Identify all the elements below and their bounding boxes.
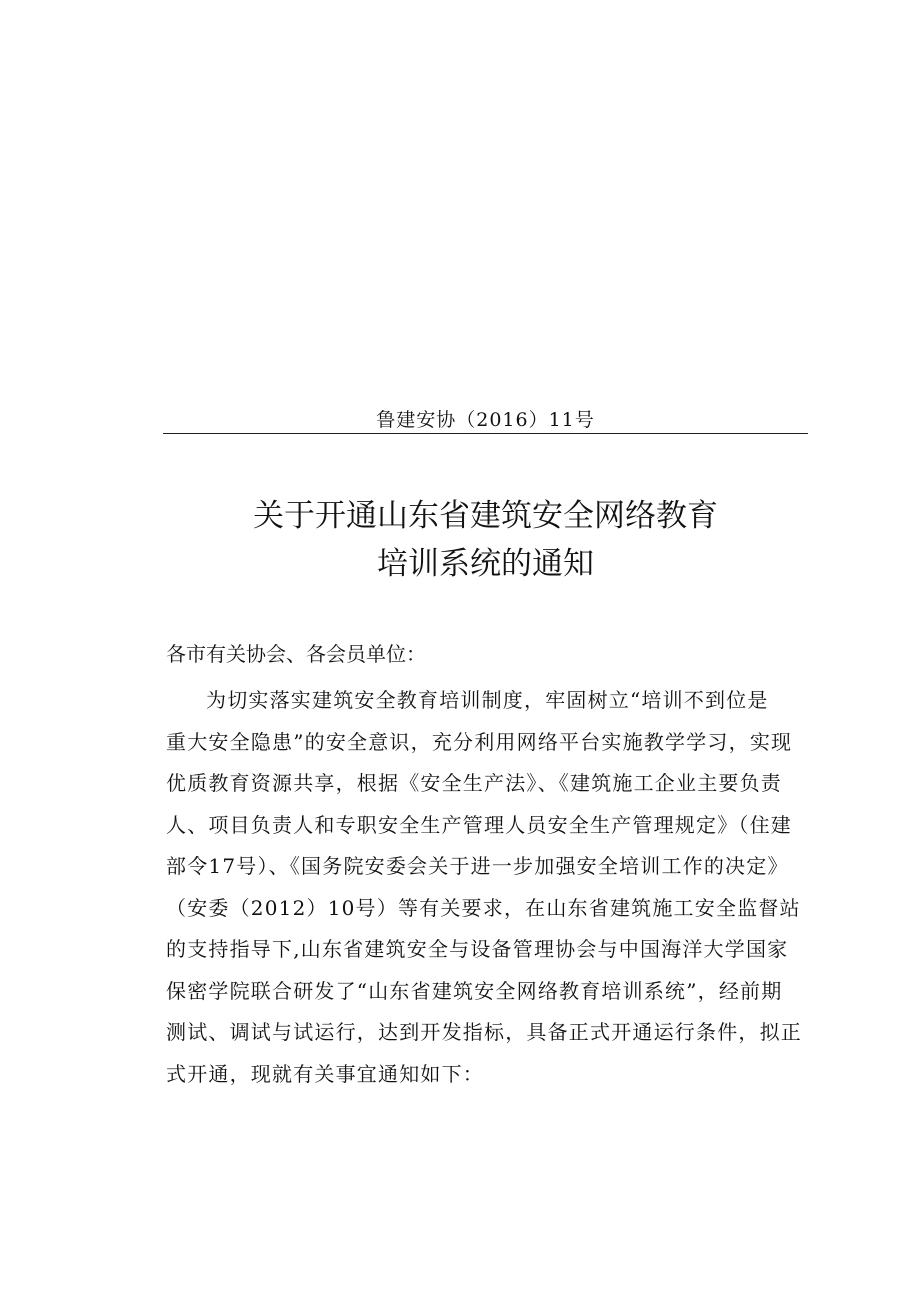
body-line: 保密学院联合研发了“山东省建筑安全网络教育培训系统”，经前期 [166, 978, 783, 1003]
body-line: 人、项目负责人和专职安全生产管理人员安全生产管理规定》（住建 [166, 812, 792, 837]
body-line: 式开通，现就有关事宜通知如下： [166, 1061, 484, 1086]
body-line: 部令17号）、《国务院安委会关于进一步加强安全培训工作的决定》 [166, 854, 789, 878]
body-paragraph [166, 680, 808, 1095]
body-line: 测试、调试与试运行，达到开发指标，具备正式开通运行条件，拟正 [166, 1020, 802, 1044]
document-number: 鲁建安协（2016）11号 [376, 409, 595, 431]
body-line: 重大安全隐患”的安全意识，充分利用网络平台实施教学学习，实现 [166, 729, 793, 754]
body-line: 的支持指导下,山东省建筑安全与设备管理协会与中国海洋大学国家 [166, 937, 789, 961]
body-line: （安委（2012）10号）等有关要求，在山东省建筑施工安全监督站 [166, 895, 801, 920]
title-line: 关于开通山东省建筑安全网络教育 [253, 498, 718, 534]
title-line: 培训系统的通知 [377, 546, 594, 582]
header-rule [163, 433, 808, 434]
body-line: 优质教育资源共享，根据《安全生产法》、《建筑施工企业主要负责 [166, 771, 782, 795]
body-line: 为切实落实建筑安全教育培训制度，牢固树立“培训不到位是 [206, 688, 769, 712]
salutation: 各市有关协会、各会员单位： [166, 642, 426, 666]
notice-title [163, 492, 808, 588]
